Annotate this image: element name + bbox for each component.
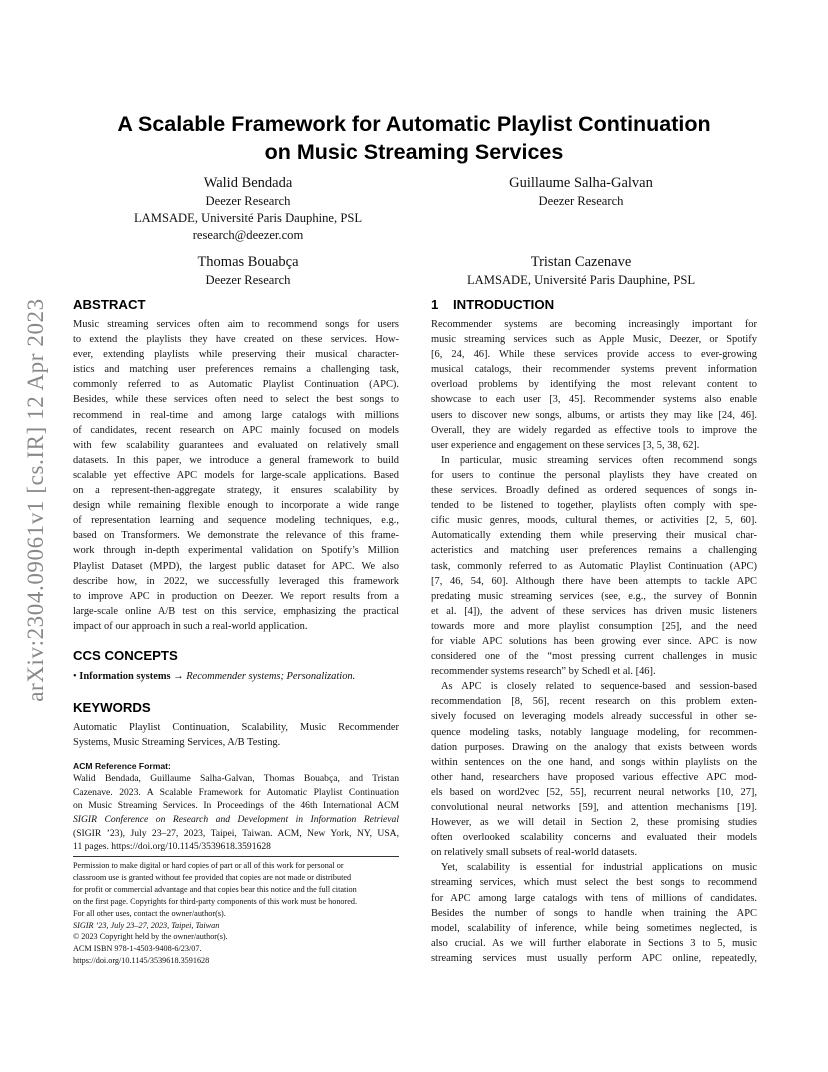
keywords-heading: KEYWORDS [73,699,151,715]
intro-line: acteristics and matching user preferences remains a challenging [431,545,757,557]
abstract-line: commonly referred to as Automatic Playlist Continuation (APC). [73,379,399,391]
keywords-line: Systems, Music Streaming Services, A/B Testing. [73,737,281,749]
intro-line: these services. Broadly defined as ordered sequences of songs in- [431,485,757,497]
author-affiliation: Deezer Research [205,273,291,287]
intro-line: musical catalogs, their recommender systems prevent information [431,364,757,376]
acm-reference-line: on Music Streaming Services. In Proceedings of the 46th International ACM [73,800,399,812]
intro-paragraph-4 [431,860,757,966]
abstract-line: work through in-depth experimental validation on Spotify’s Million [73,545,399,557]
arxiv-identifier [14,290,58,710]
ccs-bullet: • [73,670,77,682]
author-block [110,174,386,244]
abstract-line: Music streaming services often aim to recommend songs for users [73,319,399,330]
paper-title [60,110,768,166]
intro-line: users to discover new songs, albums, or artists they may like [24, 46]. [431,409,757,421]
intro-line: within sentences on the one hand, and songs within playlists on the [431,756,757,768]
intro-line: often overlooked scalability concerns and evaluated their models [431,832,757,844]
footnote-line: for profit or commercial advantage and that copies bear this notice and the full citation [73,884,357,894]
intro-line: As APC is closely related to sequence-based and session-based [441,681,757,693]
acm-reference-line: Walid Bendada, Guillaume Salha-Galvan, Thomas Bouabça, and Tristan [73,773,399,785]
intro-line: cific music genres, moods, cultural themes, or activities [2, 5, 60]. [431,515,757,527]
section-number: 1 [431,297,439,312]
intro-line: els based on word2vec [52, 55], recurrent neural networks [10, 27], [431,786,757,798]
abstract-line: with few scalability guarantees and evaluated on relatively small [73,439,399,451]
intro-line: overload problems by identifying the most relevant content to [431,379,757,391]
footnote-rule [73,856,399,857]
acm-reference-heading: ACM Reference Format: [73,761,171,772]
abstract-line: design while remaining flexible enough to incorporate a wide range [73,500,399,512]
footnote-line: © 2023 Copyright held by the owner/author(s). [73,932,228,942]
footnote-line: For all other uses, contact the owner/author(s). [73,908,226,918]
intro-line: user experience and engagement on these services [3, 5, 38, 62]. [431,439,700,451]
author-block [110,253,386,289]
abstract-body [73,317,399,634]
acm-reference-body [73,772,399,854]
intro-line: Automatically extending them while preserving their musical char- [431,530,757,542]
intro-line: recommender systems research” by Schedl et al. [46]. [431,666,656,678]
acm-reference-line: 11 pages. https://doi.org/10.1145/3539618.3591628 [73,841,271,853]
footnote-line: on the first page. Copyrights for third-party components of this work must be honored. [73,896,358,906]
intro-line: However, as we will detail in Section 2, these promising studies [431,817,757,829]
abstract-line: datasets. In this paper, we introduce a general framework to build [73,454,399,466]
intro-line: towards more and more playlist consumption [25], and the need [431,620,757,632]
keywords-body [73,720,399,750]
abstract-line: Playlist Dataset (MPD), the largest public dataset for APC. We also [73,560,399,572]
intro-line: streaming services, which must select the best songs to recommend [431,877,757,889]
intro-paragraph-2 [431,453,757,679]
author-block [443,253,719,289]
intro-line: Recommender systems are becoming increasingly important for [431,319,757,330]
abstract-line: describe how, in 2022, we successfully leveraged this framework [73,575,399,587]
abstract-line: of candidates, recent research on APC mainly focused on models [73,424,399,436]
abstract-line: on a represent-then-aggregate strategy, it ensures scalability by [73,485,399,497]
intro-line: task, commonly referred to as Automatic Playlist Continuation (APC) [431,560,757,572]
footnote-line: SIGIR ’23, July 23–27, 2023, Taipei, Taiwan [73,920,220,930]
intro-line: [7, 46, 54, 60]. Although there have been attempts to tackle APC [431,575,757,587]
intro-line: [6, 24, 46]. While these services provide access to ever-growing [431,349,757,361]
intro-line: other hand, researchers have proposed various effective APC mod- [431,771,757,783]
intro-line: Besides the number of songs to handle when training the APC [431,907,757,919]
author-email: research@deezer.com [192,228,304,242]
abstract-line: istics and matching user preferences remains a challenging task, [73,364,399,376]
author-affiliation: Deezer Research [205,194,291,208]
author-affiliation: Deezer Research [538,194,624,208]
intro-line: sively focused on leveraging models already successful in other se- [431,711,757,723]
intro-line: et al. [4]), the advent of these services has driven music listeners [431,605,757,617]
intro-line: predating music streaming services (see, e.g., the survey of Bonnin [431,590,757,602]
ccs-subcategories: Recommender systems; Personalization. [186,670,356,682]
author-name: Tristan Cazenave [530,254,632,270]
permission-footnote [73,860,399,967]
intro-line: Yet, scalability is essential for industrial applications on music [441,862,757,874]
author-name: Walid Bendada [203,175,293,191]
abstract-line: ever, extending playlists while preserving their musical character- [73,349,399,361]
keywords-line: Automatic Playlist Continuation, Scalability, Music Recommender [73,721,399,733]
author-affiliation: LAMSADE, Université Paris Dauphine, PSL [133,211,363,225]
right-column [431,296,757,966]
intro-line: Overall, they are widely regarded as effective tools to improve the [431,424,757,436]
intro-line: considered one of the “most pressing current challenges in music [431,651,757,663]
intro-line: streaming services must usually perform APC online, repeatedly, [431,952,757,964]
abstract-line: large-scale online A/B test on this service, emphasizing the practical [73,605,399,617]
intro-line: recommendation [8, 56], recent research on this problem exten- [431,696,757,708]
author-block [443,174,719,210]
author-name: Guillaume Salha-Galvan [509,175,653,191]
ccs-arrow: → [173,670,184,682]
footnote-line: https://doi.org/10.1145/3539618.3591628 [73,956,210,966]
abstract-line: recommend in real-time and among large catalogs with millions [73,409,399,421]
intro-line: model, scalability of inference, while being sometimes neglected, is [431,922,757,934]
acm-reference-line: SIGIR Conference on Research and Development in Information Retrieval [73,813,399,825]
ccs-heading: CCS CONCEPTS [73,647,178,663]
abstract-line: Besides, while these services often need to select the best songs to [73,394,399,406]
section-title: INTRODUCTION [453,297,555,312]
intro-paragraph-1 [431,317,757,453]
title-line-1: A Scalable Framework for Automatic Playlist Continuation [117,112,711,136]
left-column [73,296,399,854]
ccs-concepts [73,669,399,684]
acm-reference-line: Cazenave. 2023. A Scalable Framework for Automatic Playlist Continuation [73,786,399,798]
author-affiliation: LAMSADE, Université Paris Dauphine, PSL [466,273,696,287]
abstract-line: impact of our approach in such a real-world application. [73,620,308,632]
abstract-line: to extend the playlists they have created on these services. How- [73,334,399,346]
intro-line: music streaming services such as Apple Music, Deezer, or Spotify [431,334,757,346]
title-line-2: on Music Streaming Services [264,140,564,164]
arxiv-id-text: arXiv:2304.09061v1 [cs.IR] 12 Apr 2023 [23,298,49,702]
intro-line: for users to continue the personal playlists they have created on [431,469,757,481]
abstract-line: to improve APC in production on Deezer. We report results from a [73,590,399,602]
intro-paragraph-3 [431,679,757,860]
intro-line: for APC among large catalogs with tens of millions of candidates. [431,892,757,904]
intro-line: quence modeling tasks, notably language modeling, for recommen- [431,726,757,738]
abstract-heading: ABSTRACT [73,297,146,312]
footnote-line: classroom use is granted without fee provided that copies are not made or distributed [73,872,352,882]
ccs-category: Information systems [79,670,171,682]
abstract-line: of representation learning and sequence modeling techniques, e.g., [73,515,399,527]
intro-line: showcase to each user [3, 45]. Recommender systems also enable [431,394,757,406]
intro-line: dation purposes. Drawing on the analogy that exists between words [431,741,757,753]
intro-line: convolutional neural networks [59], and attention mechanisms [19]. [431,802,757,813]
intro-line: tended to be listened to together, playlists often comply with spe- [431,500,757,512]
abstract-line: based on Transformers. We demonstrate the relevance of this frame- [73,530,399,542]
intro-line: on relatively small subsets of real-world datasets. [431,847,638,859]
intro-line: In particular, music streaming services often recommend songs [441,454,757,466]
abstract-line: scalable yet effective APC models for large-scale applications. Based [73,469,399,481]
author-name: Thomas Bouabça [197,254,299,270]
introduction-heading [431,296,757,314]
acm-reference-line: (SIGIR ’23), July 23–27, 2023, Taipei, Taiwan. ACM, New York, NY, USA, [73,827,399,839]
intro-line: for viable APC solutions has been growing ever since. APC is now [431,635,757,647]
footnote-line: ACM ISBN 978-1-4503-9408-6/23/07. [73,944,202,954]
intro-line: also crucial. As we will further elaborate in Sections 3 to 5, music [431,937,757,949]
footnote-line: Permission to make digital or hard copies of part or all of this work for personal or [73,861,344,870]
